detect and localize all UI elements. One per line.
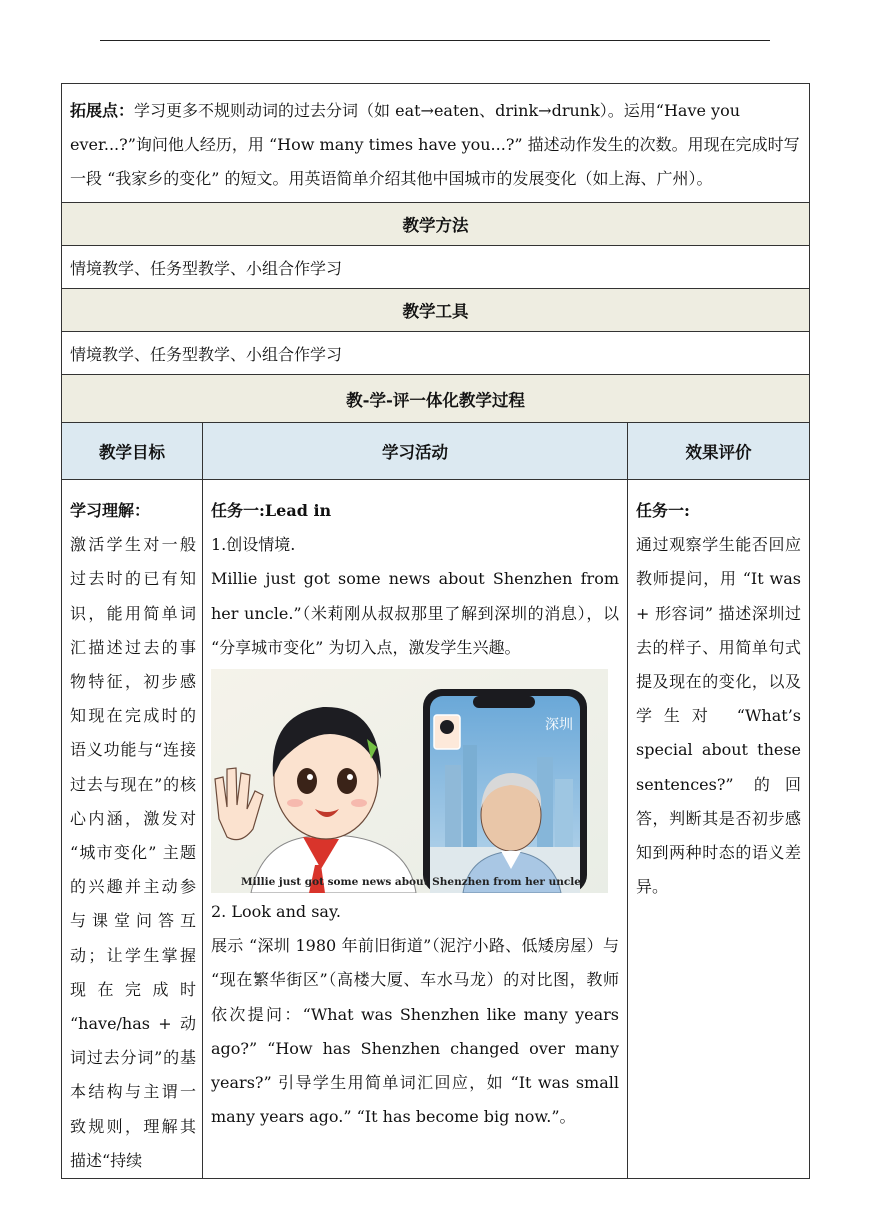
goal-text: 激活学生对一般过去时的已有知识，能用简单词汇描述过去的事物特征，初步感知现在完成时的语义功能与“连接过去与现在”的核心内涵，激发对 “城市变化” 主题的兴趣并主动参与课堂问答互动；让学生掌握现在完成时 “have/has + 动词过去分词”的基本结构与主谓一致规则，理解其描述“持续 xyxy=(70,535,196,1170)
tools-content: 情境教学、任务型教学、小组合作学习 xyxy=(62,332,810,375)
goal-cell xyxy=(62,480,203,1179)
column-header-evaluation: 效果评价 xyxy=(628,423,810,480)
phone-city-label: 深圳 xyxy=(545,717,573,734)
column-header-goals: 教学目标 xyxy=(62,423,203,480)
illustration-caption: Millie just got some news about Shenzhen from her uncle. xyxy=(241,876,585,889)
lesson-plan-table xyxy=(61,83,810,1179)
task1-title: 任务一:Lead in xyxy=(211,501,332,520)
column-header-row xyxy=(62,423,810,480)
phone-mockup xyxy=(423,689,587,893)
goal-label: 学习理解： xyxy=(70,501,151,520)
extension-label: 拓展点： xyxy=(70,101,135,120)
column-header-activities: 学习活动 xyxy=(203,423,628,480)
step2-text: 展示 “深圳 1980 年前旧街道”（泥泞小路、低矮房屋）与 “现在繁华街区”（高楼大厦、车水马龙）的对比图，教师依次提问：“What was Shenzhen like many years ago?” “How has Shenzhen changed over many years?” 引导学生用简单词汇回应，如 “It was small many years ago.” “It has become big now.”。 xyxy=(211,936,619,1127)
extension-row xyxy=(62,84,810,203)
process-heading: 教-学-评一体化教学过程 xyxy=(62,375,810,423)
activity-cell xyxy=(203,480,628,1179)
step1-title: 1.创设情境. xyxy=(211,535,296,555)
methods-content: 情境教学、任务型教学、小组合作学习 xyxy=(62,246,810,289)
lesson-illustration xyxy=(211,669,608,893)
step2-title: 2. Look and say. xyxy=(211,902,341,922)
evaluation-cell xyxy=(628,480,810,1179)
step1-text: Millie just got some news about Shenzhen from her uncle.”（米莉刚从叔叔那里了解到深圳的消息），以 “分享城市变化” 为切入点，激发学生兴趣。 xyxy=(211,569,619,657)
evaluation-text: 通过观察学生能否回应教师提问，用 “It was + 形容词” 描述深圳过去的样子、用简单句式提及现在的变化，以及学生对 “What’s special about these sentences?” 的回答，判断其是否初步感知到两种时态的语义差异。 xyxy=(636,535,802,897)
process-row xyxy=(62,480,810,1179)
extension-cell xyxy=(62,84,810,203)
tools-heading: 教学工具 xyxy=(62,289,810,332)
extension-text: 学习更多不规则动词的过去分词（如 eat→eaten、drink→drunk）。运用“Have you ever...?”询问他人经历，用 “How many times have you...?” 描述动作发生的次数。用现在完成时写一段 “我家乡的变化” 的短文。用英语简单介绍其他中国城市的发展变化（如上海、广州）。 xyxy=(70,101,800,188)
evaluation-task-title: 任务一: xyxy=(636,501,690,520)
header-rule xyxy=(100,40,770,41)
methods-heading: 教学方法 xyxy=(62,203,810,246)
